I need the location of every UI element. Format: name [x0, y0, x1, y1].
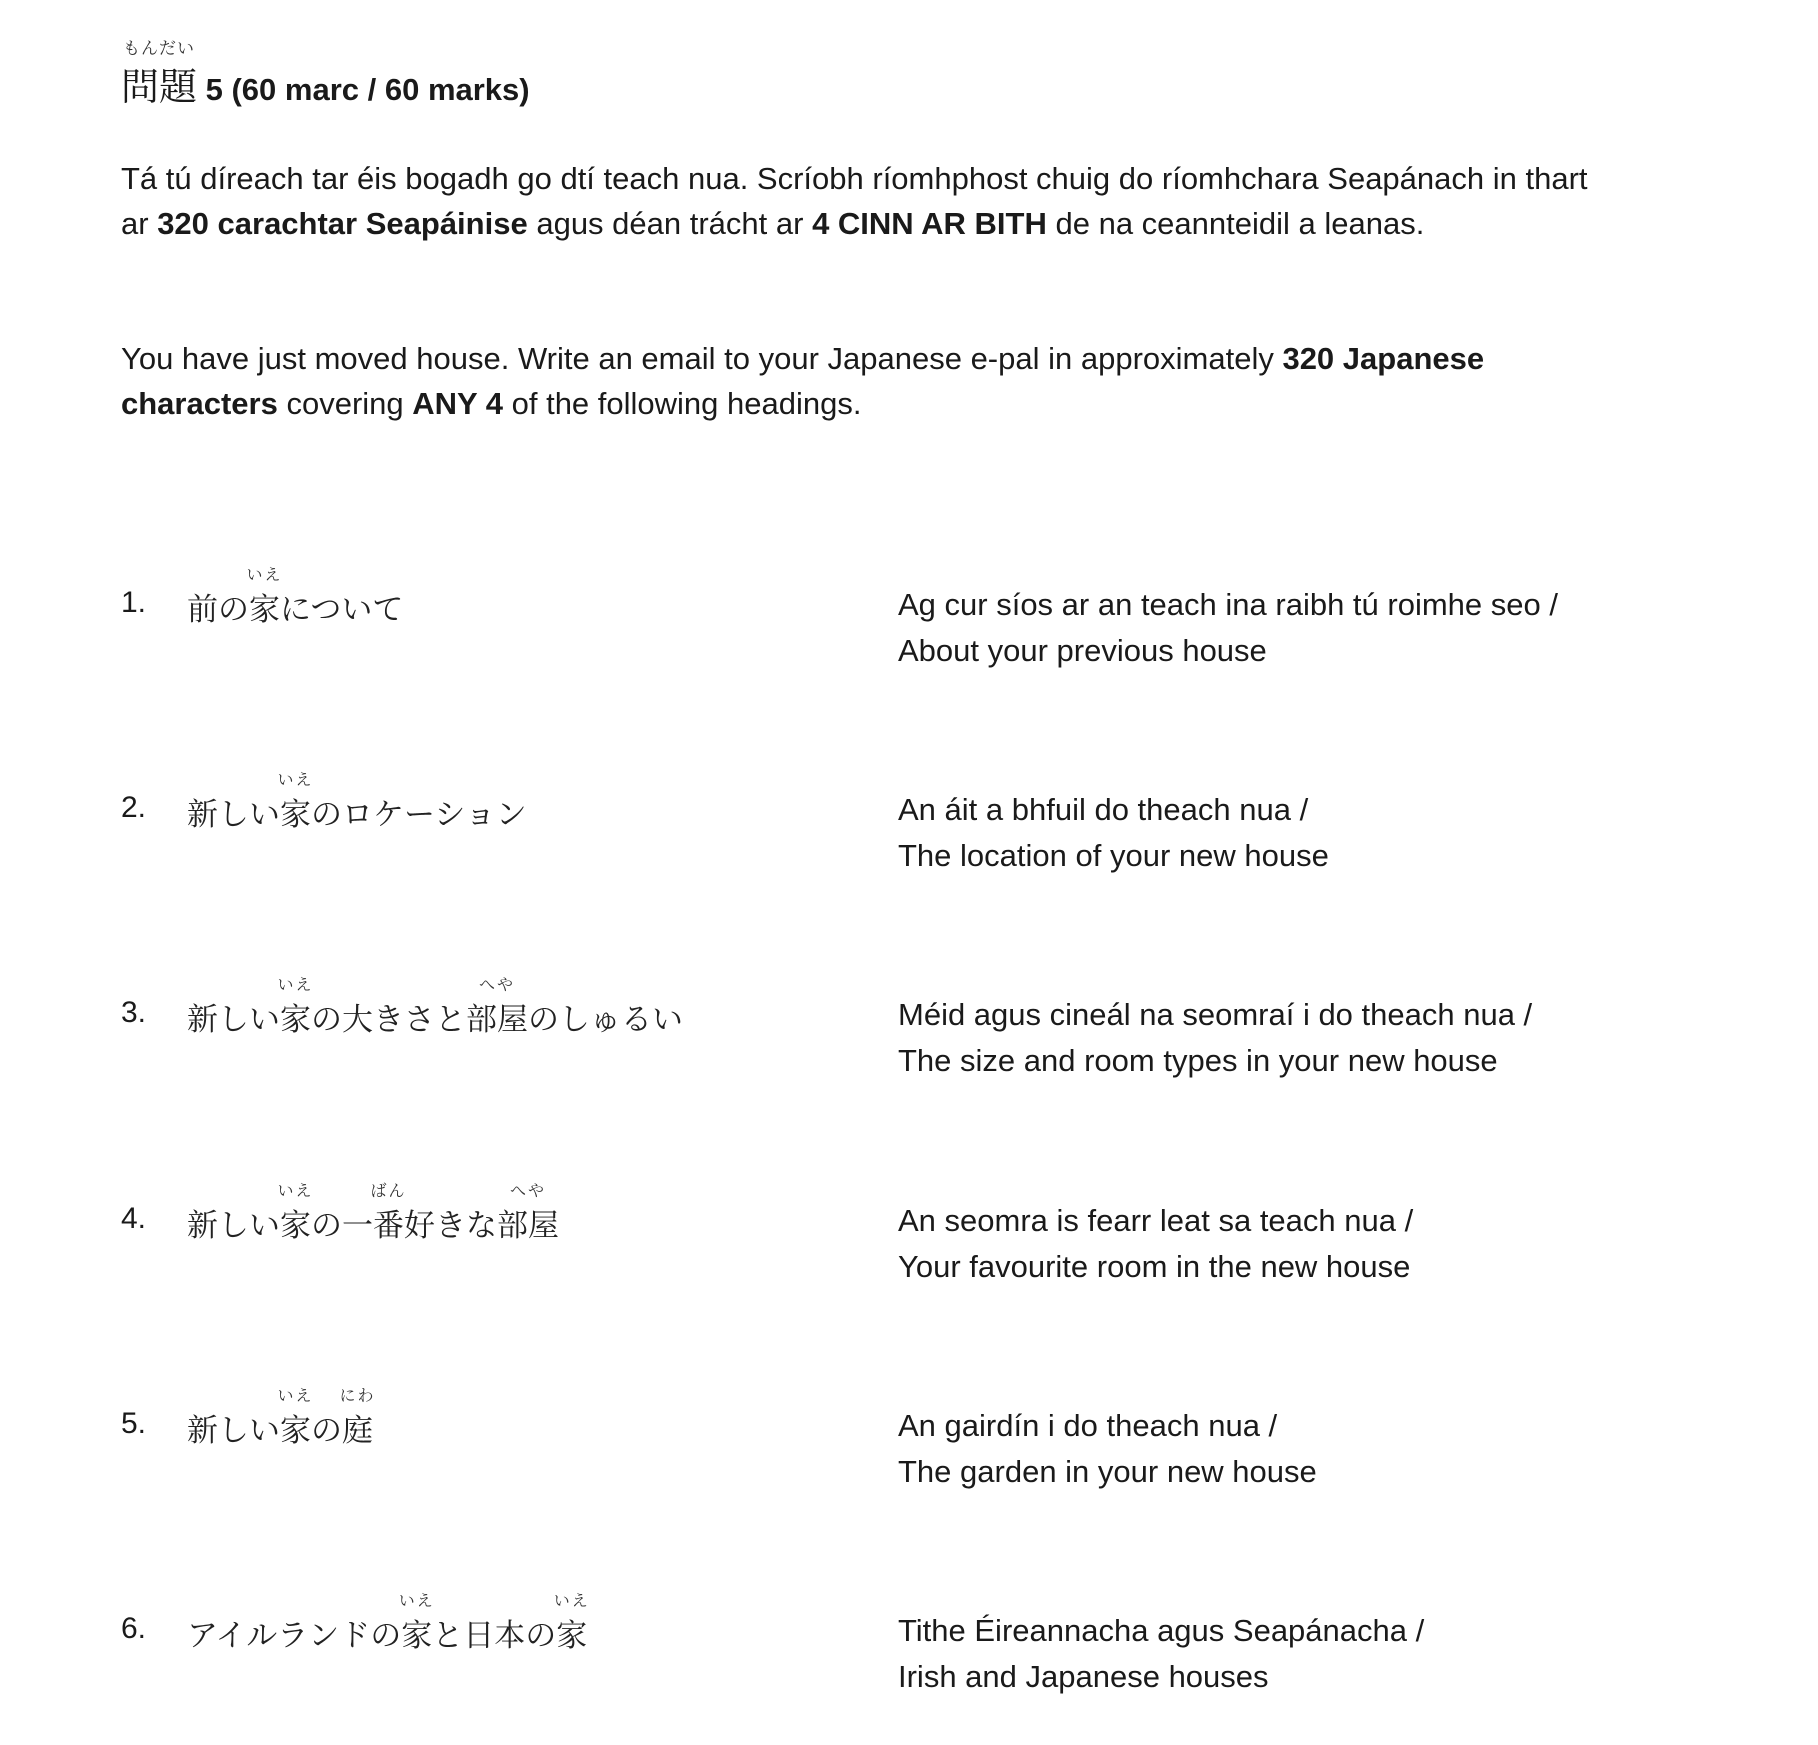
heading-translation	[898, 1198, 1413, 1290]
heading-japanese	[187, 975, 683, 1039]
emphasis-char-count: 320 Japanese	[1282, 341, 1485, 376]
heading-english: The size and room types in your new house	[898, 1043, 1498, 1078]
japanese-text: 新しい	[187, 1002, 280, 1038]
instructions-english	[121, 336, 1721, 426]
instructions-english-line1	[121, 336, 1721, 381]
furigana: にわ	[339, 1386, 376, 1405]
ruby-word: 部屋 へや	[497, 1200, 559, 1245]
instructions-irish	[121, 156, 1721, 246]
japanese-text: のしゅるい	[528, 1002, 683, 1038]
heading-translation	[898, 1608, 1424, 1700]
japanese-text: について	[280, 592, 404, 628]
ruby-word: 家 いえ	[249, 584, 280, 629]
text: ar	[121, 206, 158, 241]
heading-english: Your favourite room in the new house	[898, 1249, 1411, 1284]
ruby-word: 庭 にわ	[342, 1405, 373, 1450]
heading-irish: Tithe Éireannacha agus Seapánacha /	[898, 1613, 1425, 1648]
furigana: へや	[478, 975, 516, 994]
text: You have just moved house. Write an email to your Japanese e-pal in approximately	[121, 341, 1283, 376]
emphasis-any-four: ANY 4	[412, 386, 503, 421]
heading-japanese	[187, 770, 527, 834]
furigana: いえ	[277, 975, 314, 994]
ruby-word: 家 いえ	[280, 1200, 311, 1245]
emphasis-any-four: 4 CINN AR BITH	[812, 206, 1047, 241]
heading-irish: An áit a bhfuil do theach nua /	[898, 792, 1309, 827]
furigana: いえ	[277, 1386, 314, 1405]
heading-japanese	[187, 1386, 376, 1450]
heading-number: 3.	[121, 996, 147, 1029]
furigana: へや	[509, 1181, 547, 1200]
heading-translation	[898, 992, 1532, 1084]
title-furigana: もんだい	[123, 39, 195, 59]
heading-number: 5.	[121, 1407, 147, 1440]
title-marks: 5 (60 marc / 60 marks)	[197, 72, 530, 107]
furigana: いえ	[398, 1591, 435, 1610]
heading-irish: An gairdín i do theach nua /	[898, 1408, 1278, 1443]
ruby-word: 番 ばん	[373, 1200, 404, 1245]
ruby-word: 家 いえ	[280, 994, 311, 1039]
ruby-word: 家 いえ	[556, 1610, 587, 1655]
japanese-text: のロケーション	[311, 797, 527, 833]
heading-japanese	[187, 1591, 590, 1655]
japanese-text: の	[311, 1413, 342, 1449]
heading-english: About your previous house	[898, 633, 1267, 668]
heading-english: The garden in your new house	[898, 1454, 1317, 1489]
instructions-english-line2	[121, 381, 1721, 426]
ruby-word: 家 いえ	[401, 1610, 432, 1655]
japanese-text: 好きな	[404, 1208, 497, 1244]
heading-number: 4.	[121, 1202, 147, 1235]
heading-japanese	[187, 565, 404, 629]
ruby-word: 部屋 へや	[466, 994, 528, 1039]
heading-japanese	[187, 1181, 559, 1245]
heading-english: The location of your new house	[898, 838, 1329, 873]
heading-irish: An seomra is fearr leat sa teach nua /	[898, 1203, 1414, 1238]
japanese-text: と日本の	[432, 1618, 557, 1654]
japanese-text: 新しい	[187, 1208, 280, 1244]
heading-irish: Ag cur síos ar an teach ina raibh tú roimhe seo /	[898, 587, 1558, 622]
heading-translation	[898, 582, 1558, 674]
instructions-irish-line1: Tá tú díreach tar éis bogadh go dtí teach nua. Scríobh ríomhphost chuig do ríomhchara Seapánach in thart	[121, 161, 1588, 196]
heading-translation	[898, 787, 1329, 879]
page-title	[121, 56, 530, 111]
furigana: いえ	[277, 1181, 314, 1200]
furigana: いえ	[553, 1591, 590, 1610]
emphasis-char-count: 320 carachtar Seapáinise	[157, 206, 528, 241]
text: covering	[277, 386, 413, 421]
furigana: いえ	[246, 565, 283, 584]
ruby-word: 家 いえ	[280, 1405, 311, 1450]
heading-number: 1.	[121, 586, 147, 619]
emphasis-characters: characters	[121, 386, 278, 421]
furigana: いえ	[277, 770, 314, 789]
heading-number: 6.	[121, 1612, 147, 1645]
japanese-text: 前の	[187, 592, 249, 628]
heading-number: 2.	[121, 791, 147, 824]
text: agus déan trácht ar	[527, 206, 813, 241]
ruby-word: 家 いえ	[280, 789, 311, 834]
heading-irish: Méid agus cineál na seomraí i do theach nua /	[898, 997, 1533, 1032]
japanese-text: の大きさと	[311, 1002, 466, 1038]
japanese-text: 新しい	[187, 797, 280, 833]
japanese-text: 新しい	[187, 1413, 280, 1449]
heading-english: Irish and Japanese houses	[898, 1659, 1269, 1694]
text: of the following headings.	[503, 386, 862, 421]
title-kanji: 問題	[121, 65, 198, 109]
text: de na ceannteidil a leanas.	[1046, 206, 1425, 241]
instructions-irish-line2	[121, 201, 1721, 246]
furigana: ばん	[370, 1181, 407, 1200]
japanese-text: アイルランドの	[187, 1618, 402, 1654]
heading-translation	[898, 1403, 1317, 1495]
japanese-text: の一	[311, 1208, 373, 1244]
